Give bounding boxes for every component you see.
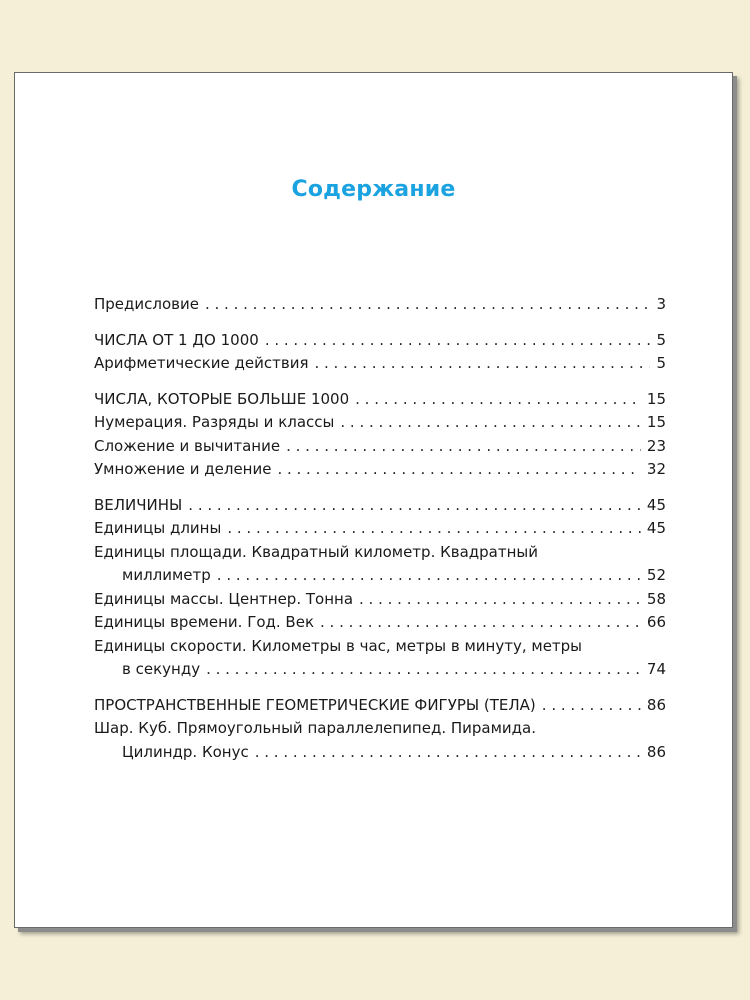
toc-entry[interactable] (94, 388, 666, 412)
toc-entry-title: Сложение и вычитание (94, 436, 281, 455)
toc-entry[interactable] (94, 411, 666, 435)
toc-entry-page: 52 (646, 566, 666, 584)
toc-entry[interactable] (94, 352, 666, 376)
dot-leader (265, 329, 651, 353)
toc-entry[interactable] (94, 564, 666, 588)
dot-leader (277, 458, 640, 482)
dot-leader (206, 658, 641, 682)
toc-entry-first-line[interactable] (94, 717, 666, 741)
toc-entry-title: ЧИСЛА ОТ 1 ДО 1000 (94, 330, 259, 349)
toc-entry[interactable] (94, 741, 666, 765)
toc-entry-title: Единицы длины (94, 519, 222, 537)
toc-entry-title: ПРОСТРАНСТВЕННЫЕ ГЕОМЕТРИЧЕСКИЕ ФИГУРЫ (ТЕЛА) (94, 695, 536, 714)
toc-entry[interactable] (94, 458, 666, 482)
toc-entry-page: 58 (646, 589, 666, 608)
dot-leader (255, 741, 641, 765)
toc-entry[interactable] (94, 658, 666, 682)
dot-leader (320, 611, 641, 635)
toc-entry-page: 74 (646, 660, 666, 678)
toc-entry-title: Единицы массы. Центнер. Тонна (94, 589, 354, 608)
toc-entry-title: Арифметические действия (94, 354, 309, 372)
dot-leader (188, 494, 641, 518)
dot-leader (314, 352, 650, 376)
page-title: Содержание (291, 177, 456, 202)
toc-entry-title: миллиметр (122, 566, 211, 584)
dot-leader (227, 517, 641, 541)
toc-entry-title: ВЕЛИЧИНЫ (94, 495, 183, 514)
toc-entry[interactable] (94, 517, 666, 541)
toc-entry-title-line1: Шар. Куб. Прямоугольный параллелепипед. Пирамида. (94, 719, 537, 737)
toc-entry-title-line1: Единицы площади. Квадратный километр. Квадратный (94, 542, 539, 561)
toc-entry-title: ЧИСЛА, КОТОРЫЕ БОЛЬШЕ 1000 (94, 389, 350, 408)
dot-leader (286, 435, 641, 459)
dot-leader (217, 564, 641, 588)
toc-entry[interactable] (94, 329, 666, 353)
toc-entry-title: в секунду (122, 660, 201, 678)
toc-entry-title-line1: Единицы скорости. Километры в час, метры в минуту, метры (94, 636, 583, 655)
toc-group (94, 293, 666, 317)
toc-group (94, 388, 666, 482)
dot-leader (205, 293, 650, 317)
toc-entry-title: Предисловие (94, 295, 199, 313)
toc-entry-page: 15 (646, 389, 666, 408)
table-of-contents (94, 293, 666, 776)
toc-entry-first-line[interactable] (94, 541, 666, 565)
toc-entry-title: Нумерация. Разряды и классы (94, 413, 335, 431)
toc-group (94, 694, 666, 765)
toc-entry-page: 5 (656, 354, 666, 372)
toc-entry[interactable] (94, 611, 666, 635)
toc-entry-page: 15 (646, 413, 666, 431)
toc-entry-page: 45 (646, 519, 666, 537)
toc-entry[interactable] (94, 293, 666, 317)
toc-entry-page: 3 (656, 295, 666, 313)
toc-group (94, 329, 666, 376)
toc-entry-page: 45 (646, 495, 666, 514)
toc-entry-title: Умножение и деление (94, 460, 272, 478)
toc-entry-page: 23 (646, 436, 666, 455)
toc-entry-title: Единицы времени. Год. Век (94, 613, 315, 631)
toc-entry-page: 86 (646, 695, 666, 714)
toc-entry[interactable] (94, 588, 666, 612)
dot-leader (340, 411, 641, 435)
toc-entry[interactable] (94, 435, 666, 459)
dot-leader (355, 388, 641, 412)
toc-entry-page: 5 (656, 330, 666, 349)
toc-entry-title: Цилиндр. Конус (122, 742, 249, 761)
toc-entry-page: 86 (646, 742, 666, 761)
dot-leader (542, 694, 641, 718)
toc-entry[interactable] (94, 694, 666, 718)
dot-leader (359, 588, 641, 612)
book-page (14, 72, 733, 928)
toc-group (94, 494, 666, 682)
toc-entry-page: 32 (646, 460, 666, 478)
toc-entry[interactable] (94, 494, 666, 518)
toc-entry-first-line[interactable] (94, 635, 666, 659)
toc-entry-page: 66 (646, 613, 666, 631)
